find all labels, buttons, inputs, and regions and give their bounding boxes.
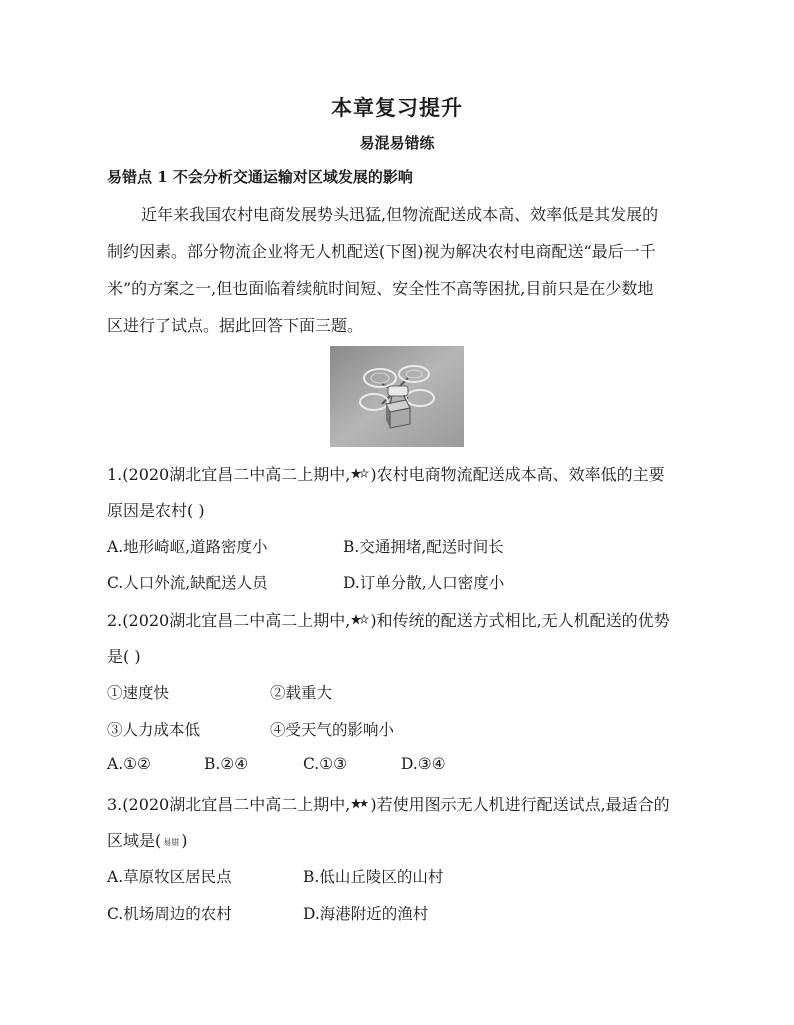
option-c: C.①③ [303, 755, 348, 773]
difficulty-stars-icon [351, 613, 369, 627]
question-text: )和传统的配送方式相比,无人机配送的优势 [370, 611, 670, 630]
question-3-line-1 [107, 792, 670, 815]
option-d: D.订单分散,人口密度小 [343, 574, 505, 592]
option-a: A.草原牧区居民点 [107, 868, 232, 886]
statement-4: ④受天气的影响小 [270, 721, 395, 739]
statement-1: ①速度快 [107, 684, 170, 702]
option-d: D.海港附近的渔村 [303, 905, 429, 923]
question-text: )若使用图示无人机进行配送试点,最适合的 [370, 795, 670, 814]
question-source: 1.(2020湖北宜昌二中高二上期中, [107, 465, 351, 484]
question-2-line-1 [107, 608, 670, 631]
option-b: B.②④ [204, 755, 249, 773]
difficulty-stars-icon [351, 467, 369, 481]
option-b: B.低山丘陵区的山村 [303, 868, 444, 886]
drone-photo [330, 346, 464, 447]
option-a: A.地形崎岖,道路密度小 [107, 538, 268, 556]
error-prone-tag: 易错 [163, 838, 180, 847]
option-b: B.交通拥堵,配送时间长 [343, 538, 504, 556]
question-source: 2.(2020湖北宜昌二中高二上期中, [107, 611, 351, 630]
difficulty-stars-icon [351, 797, 369, 811]
statement-3: ③人力成本低 [107, 721, 201, 739]
passage-line: 米”的方案之一,但也面临着续航时间短、安全性不高等困扰,目前只是在少数地 [107, 279, 654, 298]
question-2-line-2: 是( ) [107, 647, 141, 666]
page-subtitle: 易混易错练 [359, 134, 435, 152]
section-heading: 易错点 1 不会分析交通运输对区域发展的影响 [107, 168, 413, 186]
question-text: 区域是( [107, 831, 162, 850]
question-1-line-2: 原因是农村( ) [107, 501, 205, 520]
statement-2: ②载重大 [270, 684, 333, 702]
question-3-line-2 [107, 828, 188, 851]
option-c: C.人口外流,缺配送人员 [107, 574, 268, 592]
option-c: C.机场周边的农村 [107, 905, 232, 923]
question-1-line-1 [107, 462, 665, 485]
option-d: D.③④ [401, 755, 446, 773]
answer-bracket: ) [181, 831, 188, 850]
passage-line: 制约因素。部分物流企业将无人机配送(下图)视为解决农村电商配送“最后一千 [107, 242, 656, 261]
page-title: 本章复习提升 [331, 95, 463, 120]
question-text: )农村电商物流配送成本高、效率低的主要 [370, 465, 665, 484]
passage-line: 区进行了试点。据此回答下面三题。 [107, 316, 364, 335]
option-a: A.①② [107, 755, 151, 773]
question-source: 3.(2020湖北宜昌二中高二上期中, [107, 795, 351, 814]
passage-line: 近年来我国农村电商发展势头迅猛,但物流配送成本高、效率低是其发展的 [141, 205, 659, 224]
